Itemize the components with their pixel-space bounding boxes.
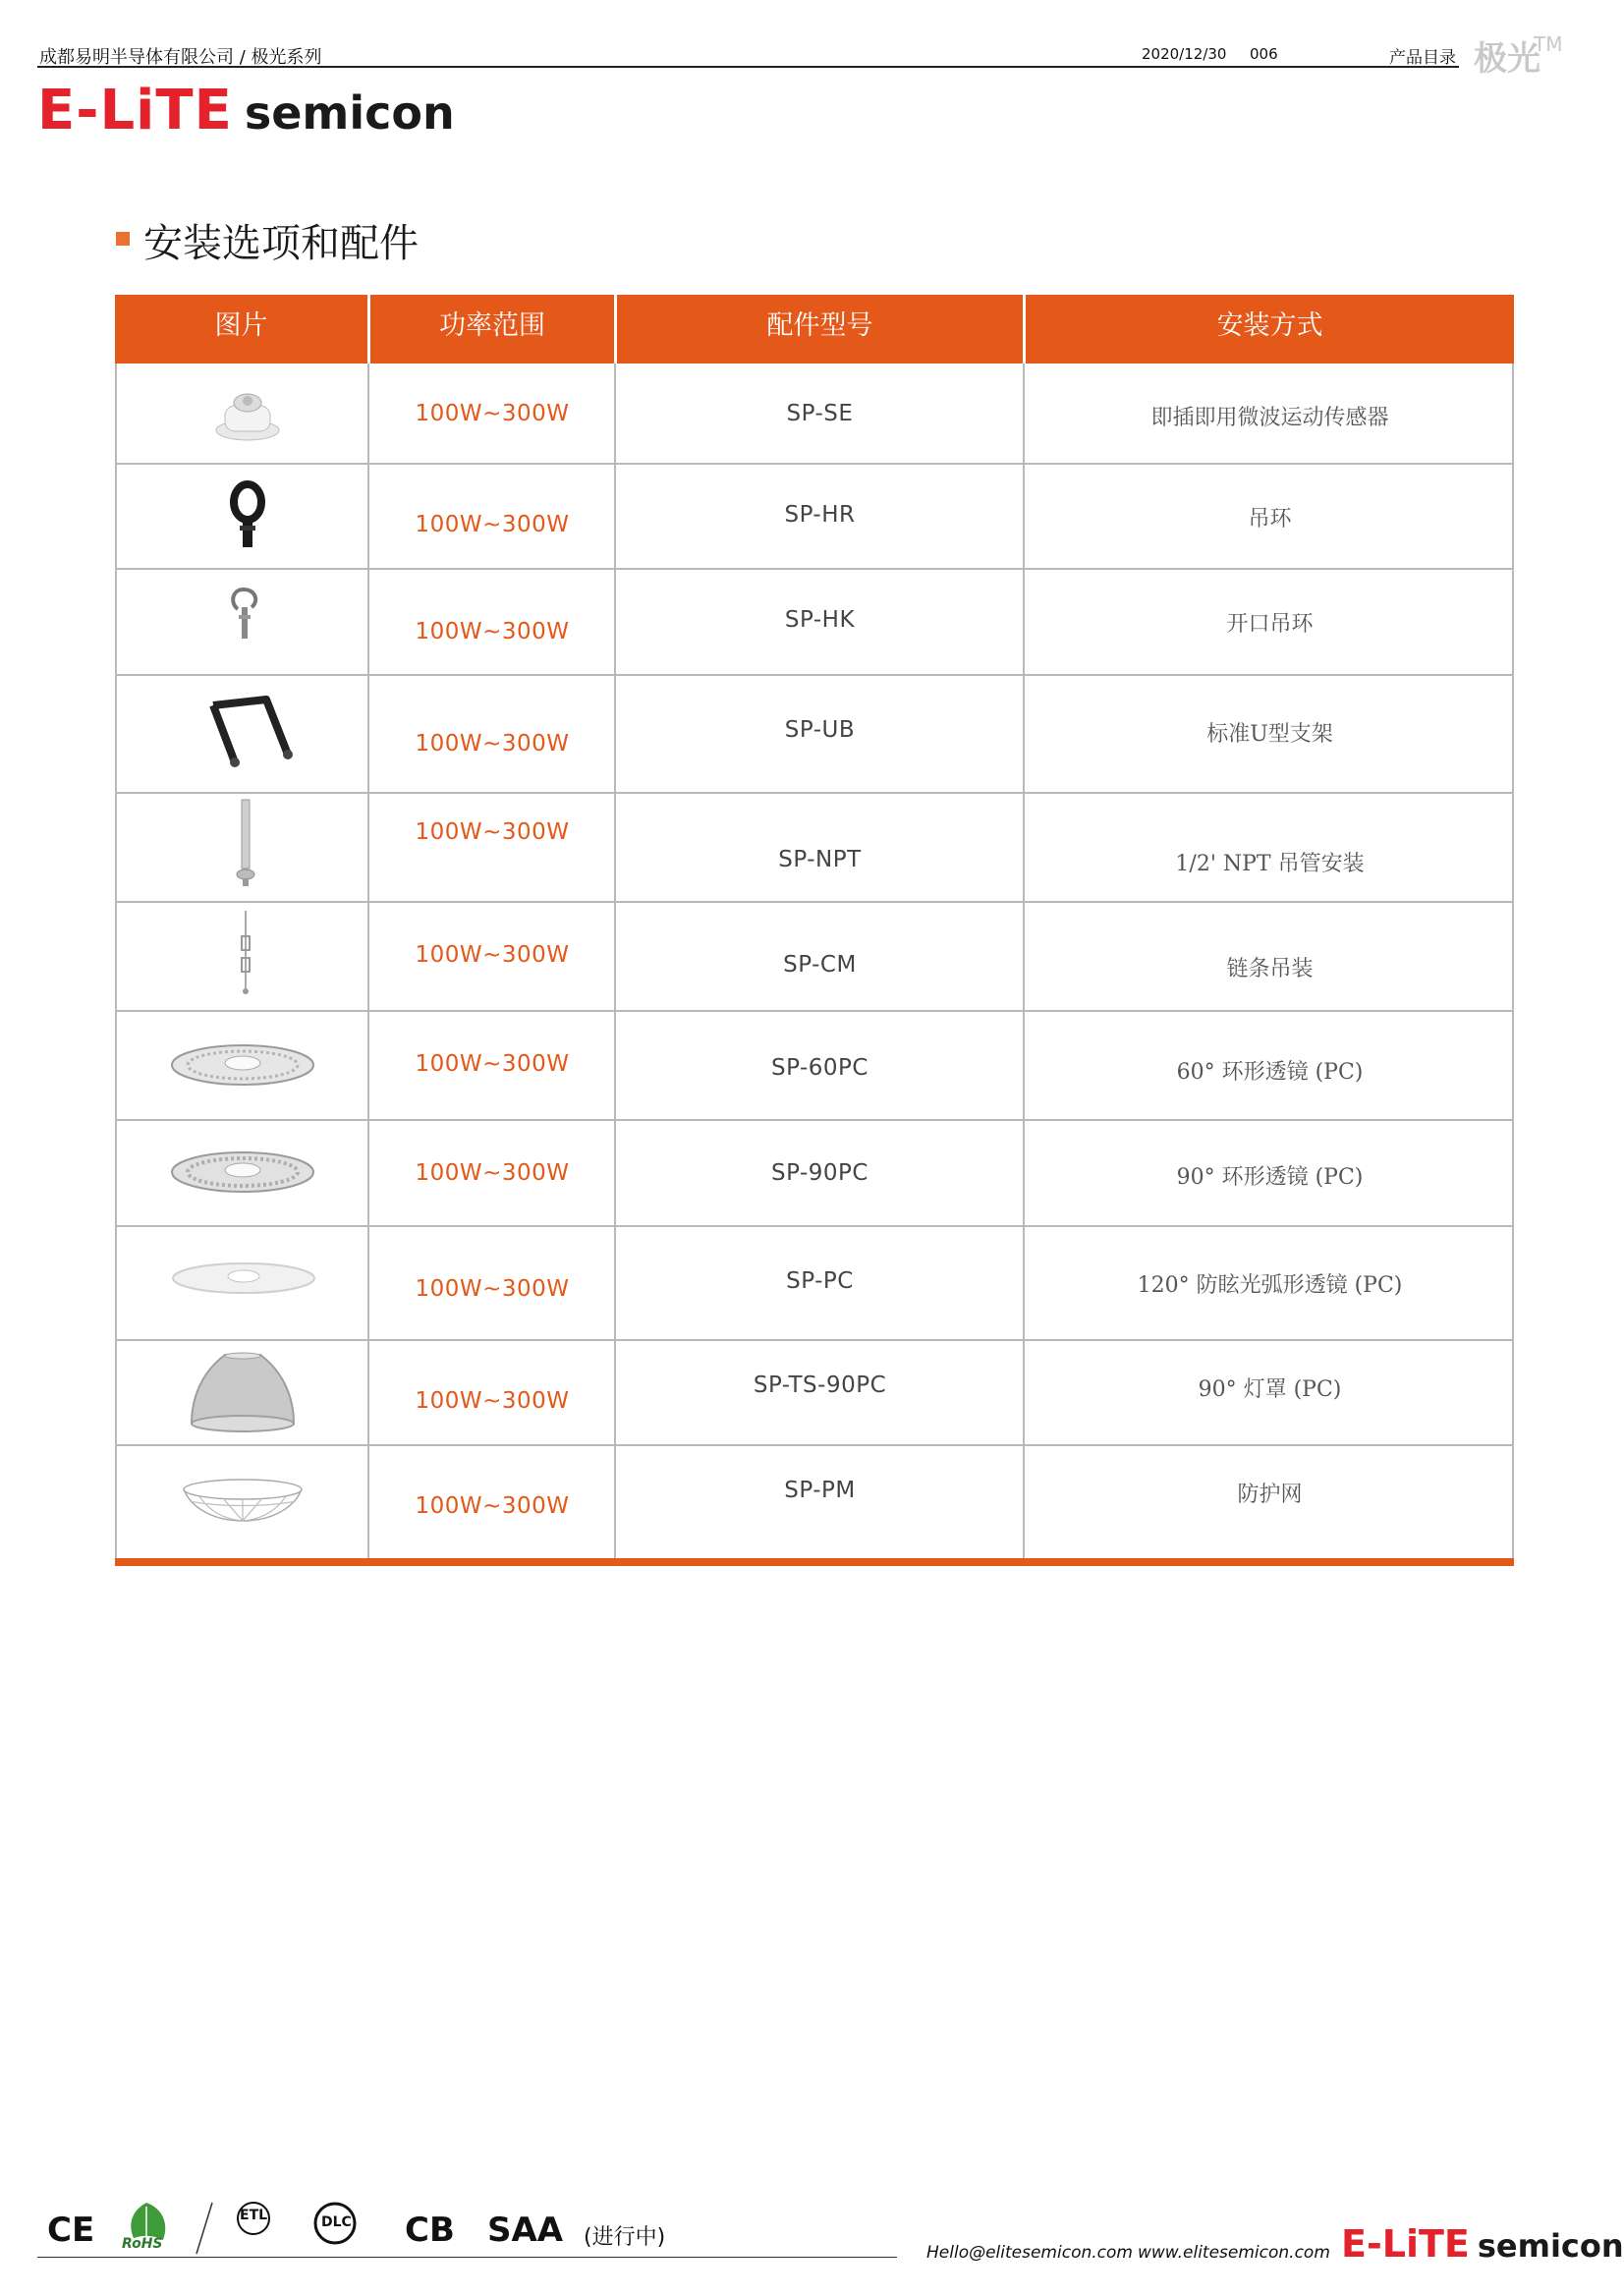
table-row	[115, 1010, 1514, 1121]
cb-mark: CB	[405, 2211, 455, 2250]
npt-pipe-icon	[231, 798, 260, 888]
ce-mark: CE	[47, 2211, 95, 2250]
table-row	[115, 674, 1514, 794]
mount-method: 防护网	[1237, 1483, 1303, 1507]
mount-method: 吊环	[1248, 507, 1292, 532]
footer-divider	[37, 2257, 897, 2258]
header-model: 配件型号	[766, 310, 873, 341]
chain-mount-icon	[233, 909, 258, 997]
table-row	[115, 463, 1514, 570]
hanging-ring-icon	[223, 480, 272, 551]
footer-logo-sub: semicon	[1477, 2227, 1624, 2265]
power-range: 100W~300W	[415, 619, 570, 644]
open-hook-icon	[226, 584, 265, 643]
mount-method: 90° 灯罩 (PC)	[1198, 1377, 1342, 1402]
table-row	[115, 901, 1514, 1012]
table-row	[115, 1119, 1514, 1227]
table-bottom-bar	[115, 1558, 1514, 1566]
footer-logo-mark: E-LiTE	[1341, 2222, 1470, 2266]
trademark-mark: TM	[1534, 32, 1563, 56]
power-range: 100W~300W	[415, 1276, 570, 1302]
model-number: SP-HR	[784, 502, 856, 528]
cert-pending-note: (进行中)	[584, 2225, 666, 2250]
date-label: 2020/12/30	[1142, 45, 1227, 63]
company-series-label: 成都易明半导体有限公司 / 极光系列	[39, 47, 322, 68]
dlc-label: DLC	[321, 2214, 352, 2230]
series-brand: 极光	[1474, 39, 1540, 79]
lens-60-icon	[168, 1039, 317, 1091]
footer-logo	[1341, 2222, 1624, 2266]
logo-sub: semicon	[244, 86, 455, 140]
mount-method: 链条吊装	[1226, 957, 1314, 981]
table-row	[115, 1444, 1514, 1558]
etl-label: ETL	[240, 2208, 268, 2223]
saa-mark: SAA	[487, 2211, 564, 2250]
power-range: 100W~300W	[415, 819, 570, 845]
mount-method: 标准U型支架	[1206, 722, 1333, 747]
section-bullet	[116, 232, 130, 246]
mount-method: 即插即用微波运动传感器	[1150, 406, 1389, 430]
model-number: SP-CM	[783, 952, 857, 978]
table-header	[115, 295, 1514, 364]
protective-mesh-icon	[180, 1476, 306, 1525]
model-number: SP-TS-90PC	[753, 1372, 887, 1398]
mount-method: 60° 环形透镜 (PC)	[1176, 1060, 1364, 1085]
page-number: 006	[1250, 45, 1278, 63]
power-range: 100W~300W	[415, 942, 570, 968]
power-range: 100W~300W	[415, 512, 570, 537]
header-divider	[37, 66, 1459, 68]
power-range: 100W~300W	[415, 1051, 570, 1077]
mount-method: 开口吊环	[1226, 612, 1314, 637]
model-number: SP-PM	[784, 1478, 856, 1503]
header-mount: 安装方式	[1216, 310, 1323, 341]
email-link[interactable]: Hello@elitesemicon.com	[926, 2243, 1133, 2263]
sensor-icon	[213, 381, 282, 445]
power-range: 100W~300W	[415, 1493, 570, 1519]
table-row	[115, 792, 1514, 903]
logo-mark: E-LiTE	[37, 79, 233, 142]
u-bracket-icon	[205, 694, 294, 770]
table-row	[115, 364, 1514, 465]
model-number: SP-60PC	[771, 1055, 868, 1081]
rohs-label: RoHS	[122, 2236, 163, 2252]
mount-method: 90° 环形透镜 (PC)	[1176, 1165, 1364, 1190]
header-power: 功率范围	[439, 310, 545, 341]
model-number: SP-HK	[784, 607, 856, 633]
model-number: SP-90PC	[771, 1160, 868, 1186]
power-range: 100W~300W	[415, 731, 570, 756]
diffuser-lens-icon	[170, 1259, 317, 1298]
model-number: SP-PC	[786, 1268, 854, 1294]
model-number: SP-UB	[784, 717, 856, 743]
catalog-label: 产品目录	[1389, 48, 1456, 68]
table-row	[115, 1225, 1514, 1341]
mount-method: 120° 防眩光弧形透镜 (PC)	[1137, 1273, 1403, 1298]
power-range: 100W~300W	[415, 401, 570, 426]
header-image: 图片	[214, 310, 268, 341]
company-logo	[37, 79, 455, 142]
model-number: SP-NPT	[778, 847, 862, 872]
mount-method: 1/2' NPT 吊管安装	[1175, 852, 1365, 876]
table-row	[115, 568, 1514, 676]
power-range: 100W~300W	[415, 1388, 570, 1414]
lens-90-icon	[168, 1147, 317, 1198]
website-link[interactable]: www.elitesemicon.com	[1138, 2243, 1330, 2263]
section-title: 安装选项和配件	[143, 221, 419, 266]
table-row	[115, 1339, 1514, 1446]
reflector-shade-icon	[188, 1351, 298, 1433]
model-number: SP-SE	[786, 401, 854, 426]
power-range: 100W~300W	[415, 1160, 570, 1186]
cert-separator	[193, 2201, 216, 2256]
